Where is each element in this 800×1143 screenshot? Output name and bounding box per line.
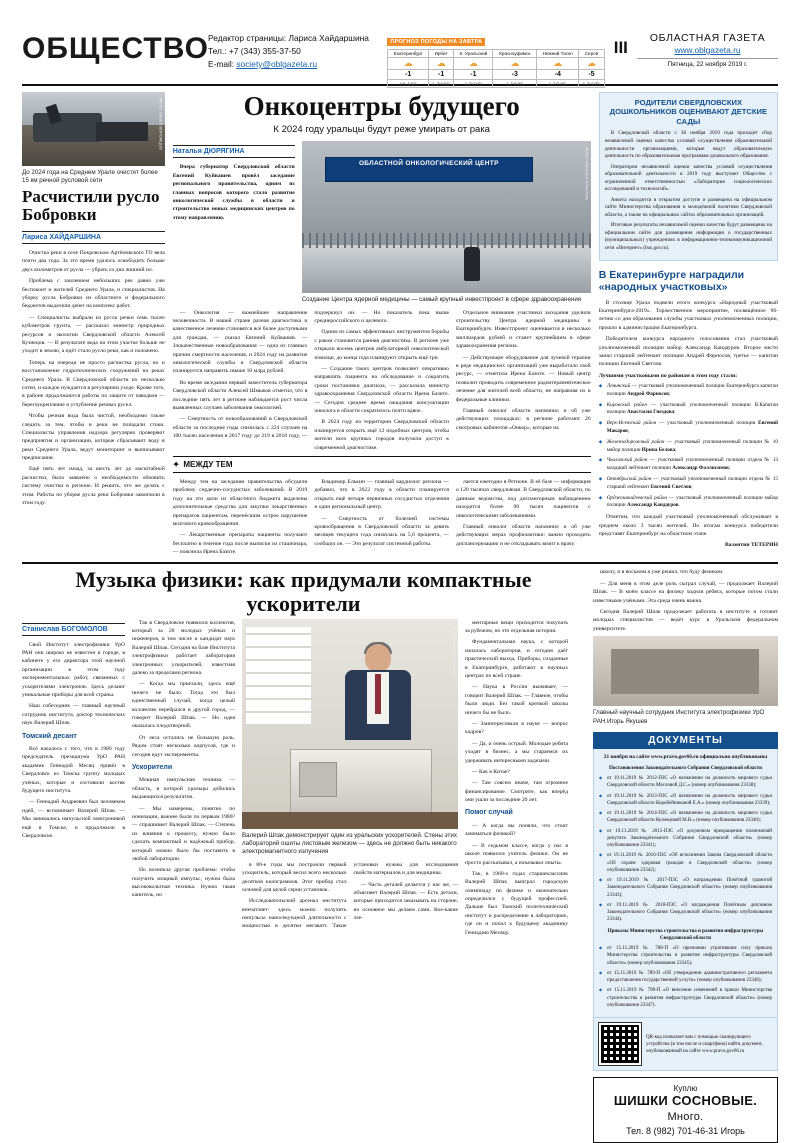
cloud-icon: ☁ [493, 58, 537, 70]
police-author: Валентин ТЕТЕРИН [724, 542, 778, 549]
physics-subhead-sluchay: Помог случай [465, 809, 513, 817]
paragraph: Очистка реки в селе Покровском Артёмовского ГО вела почти два года. За это время удалось освободить больше двух километров от русла — убрать со дна лишний ил. [22, 250, 165, 273]
onco-lead [173, 163, 295, 222]
kindergarten-title: РОДИТЕЛИ СВЕРДЛОВСКИХ ДОШКОЛЬНИКОВ ОЦЕНИВАЮТ ДЕТСКИЕ САДЫ [609, 98, 768, 126]
star-icon: ✦ [172, 459, 180, 469]
paragraph: Сегодня Валерий Шпак продолжает работать в институте и готовит молодых специалистов — ведёт курс в Уральском федеральном университете. [592, 609, 778, 632]
photo-credit: ФОТО: ПАВЕЛ ВОРОЖЦОВ [452, 624, 457, 677]
weather-city: Ирбит [429, 50, 454, 58]
police-tail [599, 513, 778, 550]
physics-photo-caption: Валерий Шпак демонстрирует один из уральских ускорителей. Стены этих лабораторий ошиты листовым железом — здесь не должно быть никакого электромагнитного излучения [242, 831, 457, 856]
physics-col5 [593, 568, 778, 633]
list-item: ◆ Орджоникидзевский район — участковый уполномоченный полиции майор полиции Александр Кандауров. [599, 495, 778, 511]
paragraph: Ещё пять лет назад, за шесть лет до масштабной расчистки, было заявлено о необходимости обновить систему очистки в регионе. И решить, что же делать с этим. Работы по уборке русла реки Бобровки закончили в этом году. [22, 466, 165, 507]
paragraph: — Действующее оборудование для лучевой терапии в ряде медицинских организаций уже выработало свой ресурс, — отметила Ирена Базите. — Новый центр позволит проводить современное радиотерапевтическое лечение для жителей всей области, не направляя их в федеральные клиники. [456, 354, 591, 403]
list-item: ◆ Октябрьский район — участковый уполномоченный полиции отдела № 15 старший лейтенант Евгений Светлов; [599, 476, 778, 492]
paragraph: в 80-е годы мы построили первый ускоритель, который весил всего несколько десятков килограммов. Этот прибор стал основой для целой серии установок. [242, 861, 347, 893]
scientist-figure [341, 644, 415, 740]
photo-credit: ФОТО: ПАВЕЛ ВОРОЖЦОВ [158, 98, 164, 150]
list-item: ◆ Железнодорожный район — участковый уполномоченный полиции № 10 майор полиции Ирина Белова; [599, 439, 778, 455]
weather-wind: з, 3-4 м/с [579, 80, 604, 88]
qr-code-icon [599, 1023, 641, 1065]
mezhdu-tem-header [173, 456, 591, 473]
physics-col1 [22, 641, 125, 841]
paragraph: Мощная импульсная техника — область, в которой уральцы добились выдающихся результатов. [132, 777, 235, 801]
editor-email-link[interactable]: society@oblgazeta.ru [236, 59, 318, 70]
paragraph: — Геннадий Андреевич был человеком идей, — вспоминает Валерий Шпак. — Мы занимались импульсной электроникой ещё в Томске, и продолжили в Свердловске. [22, 799, 125, 839]
physics-right-rail [593, 568, 778, 1143]
paragraph: Но возникла другая проблема: чтобы получить мощный импульс, нужна была высоковольтная техника. Нужна такая канитель, но [132, 867, 235, 899]
weather-widget [387, 30, 604, 88]
weather-temp: -1 [454, 70, 493, 80]
paragraph: — Когда мы приехали, здесь ещё ничего не было. Тогда это был единственный случай, когда целый коллектив перебрался в другой город, — говорит Валерий Шпак. — Но идея оказалась плодотворной. [132, 681, 235, 730]
paragraph: — Смертность от новообразований в Свердловской области за последние годы снизилась с 224 случаев на 100 тысяч населения в 2017 году до 219 в 2018 году, — подчеркнул он. — Но показатель пока выше среднероссийского и целевого. [172, 309, 449, 440]
police-list [599, 383, 778, 510]
paragraph: Владимир Елькин — главный кардиолог региона — добавил, что в 2022 году в области планируется открыть ещё четыре первичных сосудистых отделения и один региональный центр. [314, 478, 449, 511]
cloud-icon: ☁ [388, 58, 429, 70]
bobrovka-photo [22, 92, 165, 166]
masthead [22, 30, 778, 86]
weather-wind: з, 3-4 м/с [537, 80, 579, 88]
paragraph: Победителем конкурса народного голосования стал участковый уполномоченный полиции майор Александр Кандауров. Второе место занял старший лейтенант полиции Андрей Фарносов, третье — капитан полиции Евгений Светлов. [598, 336, 778, 368]
documents-body [593, 749, 778, 1018]
feature-divider [22, 562, 778, 564]
documents-qr-row [593, 1018, 778, 1071]
documents-group-title: Постановления Законодательного Собрания Свердловской области [609, 765, 762, 771]
physics-col4 [465, 619, 568, 937]
physics-headline: Музыка физики: как придумали компактные ускорители [75, 567, 532, 616]
documents-box [593, 732, 778, 1071]
weather-city: Серов [579, 50, 604, 58]
weather-title: ПРОГНОЗ ПОГОДЫ НА ЗАВТРА [387, 38, 485, 46]
weather-wind: з, 3-4 м/с [454, 80, 493, 88]
paragraph: Фундаментальная наука, с которой началась лаборатория, и сегодня даёт практический выход. Приборы, созданные в Екатеринбурге, работают в научных центрах по всей стране. [465, 639, 568, 679]
paragraph: — Смертность от болезней системы кровообращения в Свердловской области за девять месяцев текущего года снизилась на 5,6 процента, — сообщил он. — Это результат системной работы. [314, 515, 449, 547]
paragraph: — Да, и очень острый. Молодые ребята уходят в бизнес, а мы стараемся их удерживать интересными задачами. [465, 740, 568, 764]
page-title: ОБЩЕСТВО [22, 32, 209, 65]
editor-info [208, 30, 381, 71]
editor-label: Редактор страницы: Лариса Хайдаршина [208, 33, 369, 43]
brand-block [637, 30, 778, 68]
weather-city: Красноуфимск [493, 50, 537, 58]
paragraph: — В седьмом классе, когда у нас в школе появился учитель физики. Он не просто рассказывал, а показывал опыты. [465, 842, 568, 866]
weather-city: К.-Уральский [454, 50, 493, 58]
document-item: ◆ от 19.11.2019 № 2017-ПЗС «О награждении Почётной грамотой Законодательного Собрания Свердловской области» (номер опубликования 23343); [599, 877, 772, 899]
ad-product-qty: Много. [667, 1111, 704, 1123]
weather-temp: -3 [493, 70, 537, 80]
document-item: ◆ от 15.11.2019 № 788-П «О признании утратившим силу приказа Министерства строительства и развития инфраструктуры Свердловской области» (номер опубликования 23345); [599, 945, 772, 967]
document-item: ◆ от 19.11.2019 № 2016-ПЗС «Об исполнении Закона Свердловской области «Об охране здоровья граждан в Свердловской области» (номер опубликования 23342); [599, 852, 772, 874]
physics-col3 [242, 861, 458, 931]
paragraph: — Как в Китае? [472, 768, 510, 775]
mini-photo-caption: Главный научный сотрудник Института электрофизики УрО РАН Игорь Якушев [592, 709, 765, 725]
police-list-title: Лучшими участковыми по районам в этом году стали: [598, 372, 738, 379]
paragraph: Главный онколог области напомнил и об уже действующих мерах профилактики: важно проходить диспансеризацию и не откладывать визит к врачу. [456, 523, 591, 547]
paragraph: В столице Урала подвели итоги конкурса «Народный участковый Екатеринбурга-2019». Торжественное мероприятие, посвящённое 96-летию со дня образования службы участковых уполномоченных полиции, прошло в администрации Екатеринбурга. [598, 299, 778, 331]
paragraph: От леса остались не большую роль. Рядом стоят несколько корпусов, где и сегодня идут эксперименты. [132, 734, 235, 758]
document-item: ◆ от 15.11.2019 № 790-П «О внесении изменений в приказ Министерства строительства и развития инфраструктуры Свердловской области» (номер опубликования 23347). [599, 987, 772, 1009]
list-item: ◆ Чкаловский район — участковый уполномоченный полиции отдела № 13 младший лейтенант полиции Александр Фаллисимов; [599, 457, 778, 473]
onco-photo-banner [325, 157, 533, 183]
cloud-icon: ☁ [454, 58, 493, 70]
ad-phone: Тел. 8 (982) 701-46-31 Игорь [626, 1126, 745, 1136]
paragraph: — Часть деталей делается у нас же, — объясняет Валерий Шпак. — Есть детали, которые приходится заказывать на стороне, но основное мы делаем сами. Кое-какие эле- [353, 881, 458, 922]
paragraph: Анкета находится в открытом доступе и размещена на официальном сайте Министерства образования и молодёжной политики Свердловской области, а также на официальных сайтах образовательных организаций. [604, 196, 772, 218]
paragraph: Между тем на заседании правительства обсудили проблему сердечно-сосудистых заболеваний. В 2019 году на эти цели из областного бюджета выделены дополнительные средства для закупки лекарственных препаратов пациентам, перенёсшим острое нарушение мозгового кровообращения. [172, 478, 308, 527]
document-item: ◆ от 19.11.2019 № 2014-ПЗС «О назначении на должность мирового судьи Свердловской области Кузнецовой М.В.» (номер опубликования 23340); [599, 810, 772, 825]
paragraph: школу, и в восьмом я уже решил, что буду физиком. [599, 569, 724, 576]
paragraph: Исследовательский арсенал института впечатляет: здесь можно получить импульсы наносекундной длительности с мощностью в десятки мегаватт. Такие установки нужны для исследования свойств материалов и для медицины. [242, 861, 458, 930]
document-item: ◆ от 19.11.2019 № 2015-ПЗС «О досрочном прекращении полномочий депутата Законодательного Собрания Свердловской области» (номер опубликования 23341); [599, 828, 772, 850]
bobrovka-headline: Расчистили русло Бобровки [22, 186, 160, 225]
paragraph: ментарные вещи приходится покупать за рубежом, но это отдельная история. [465, 619, 568, 635]
issue-date: Пятница, 22 ноября 2019 г. [637, 58, 778, 68]
onco-byline: Наталья ДЮРЯГИНА [173, 145, 295, 158]
paragraph: Так в Свердловске появился коллектив, который за 20 молодых учёных и инженеров, в том числе и кандидат наук Валерий Шпак. Сегодня на базе Института электрофизики работает лаборатория электронных ускорителей, известная далеко за пределами региона. [132, 619, 235, 676]
documents-date-line: 21 ноября на сайте www.pravo.gov66.ru официально опубликованы [603, 753, 768, 760]
weather-temp-row [388, 70, 604, 80]
qr-instructions: QR-код позволяет вам с помощью сканирующего устройства (в том числе и смартфона) найти документ, опубликованный на сайте www.pravo.gov66.ru [645, 1034, 763, 1054]
document-item: ◆ от 19.11.2019 № 2012-ПЗС «О назначении на должность мирового судьи Свердловской области Масловой Д.С.» (номер опубликования 23338); [599, 775, 772, 790]
physics-photo [242, 619, 458, 829]
paragraph: В Свердловской области с 30 ноября 2019 года проходит сбор независимой оценки качества условий осуществления образовательной деятельности организациями, которые ведут образовательную деятельность по образовательным программам дошкольного образования. [604, 130, 772, 160]
paragraph: Отметим, что каждый участковый уполномоченный обслуживает в среднем около 3 тысяч жителей. По итогам конкурса победители представят Екатеринбург на областном этапе. [598, 514, 778, 537]
bobrovka-byline: Лариса ХАЙДАРШИНА [22, 231, 165, 244]
paragraph: Отдельное внимание участники заседания уделили строительству Центра ядерной медицины в Екатеринбурге. Инвестпроект оценивается в несколько миллиардов рублей и станет крупнейшим в сфере здравоохранения региона. [456, 309, 591, 350]
physics-subhead-tomsk: Томский десант [22, 732, 77, 740]
kindergarten-body [605, 130, 772, 252]
onco-photo [302, 141, 591, 293]
mezhdu-tem-label: МЕЖДУ ТЕМ [183, 459, 233, 469]
physics-byline: Станислав БОГОМОЛОВ [22, 623, 125, 636]
paragraph: — Наука в России выживает, — говорит Валерий Шпак. — Главное, чтобы были люди. Без такой крепкой школы ничего бы не было. [465, 684, 568, 716]
weather-city-row [388, 50, 604, 58]
weather-wind: з, 3-4 м/с [429, 80, 454, 88]
bobrovka-caption: До 2024 года на Среднем Урале очистят более 15 км речной русловой сети [22, 169, 158, 185]
main-grid [22, 92, 778, 556]
paragraph: Вчера губернатор Свердловской области Евгений Куйвашев провёл заседание регионального правительства, одним из главных вопросов которого стало развитие онкологической службы в области и строительство новых медицинских центров по этому направлению. [172, 164, 295, 221]
weather-temp: -5 [579, 70, 604, 80]
cloud-icon: ☁ [579, 58, 604, 70]
editor-phone: Тел.: +7 (343) 355-37-50 [208, 46, 301, 57]
ad-line-1: Куплю [673, 1084, 698, 1093]
onco-photo-caption: Создание Центра ядерной медицины — самый крупный инвестпроект в сфере здравоохранения [301, 296, 582, 304]
paragraph: — Там совсем иначе, там огромное финансирование. Смотрите, как вперёд они ушли за последние 20 лет. [465, 780, 568, 804]
documents-header: ДОКУМЕНТЫ [593, 732, 778, 749]
police-body [599, 299, 778, 381]
weather-icon-row [388, 58, 604, 70]
brand-website[interactable]: www.oblgazeta.ru [674, 45, 741, 55]
classified-ad [593, 1077, 778, 1143]
document-item: ◆ от 19.11.2019 № 2018-ПЗС «О награждении Почётным дипломом Законодательного Собрания Свердловской области» (номер опубликования 23344). [599, 902, 772, 924]
scientist-mini-photo [593, 636, 778, 706]
paragraph: Проблема с заилением небольших рек давно уже беспокоит и жителей Среднего Урала, и специалистов. На уборку русла Бобровки из областного и федерального бюджетов выделили денег на комплекс работ. [22, 278, 165, 310]
left-column [22, 92, 165, 556]
right-column [599, 92, 778, 556]
onco-headline: Онкоцентры будущего [243, 91, 520, 121]
weather-temp: -1 [429, 70, 454, 80]
physics-left [22, 568, 585, 1143]
paragraph: — А когда вы поняли, что стоит заниматься физикой? [465, 822, 568, 838]
weather-wind-row [388, 80, 604, 88]
paragraph: — Онкология — важнейшее направление человечности. В нашей стране разная диагностика и качественное лечение становятся всё более доступными для граждан, — сказал Евгений Куйвашев. — Злокачественные новообразования — одна из главных причин смертности населения, и 2024 году на развитие онкологической службы в Свердловской области планируется направить свыше 10 млрд рублей. [172, 309, 308, 375]
paragraph: Главный онколог области напомнил и об уже действующих площадках: в регионе работают 26 смотровых кабинетов «Онкор», которые на [456, 408, 591, 431]
paragraph: Всё началось с того, что в 1986 году председатель президиума УрО РАН академик Геннадий Месяц привёз в Свердловск из Томска группу молодых учёных, которые и составили костяк будущего института. [22, 746, 125, 795]
paragraph: Оператором независимой оценки качества условий осуществления образовательной деятельности в 2019 году выступает Общество с ограниченной ответственностью «Лаборатория социологических исследований и технологий». [604, 163, 772, 193]
paragraph: Наш собеседник — главный научный сотрудник института, доктор технических наук Валерий Шпак. [22, 703, 125, 727]
weather-wind: з, 3-4 м/с [493, 80, 537, 88]
paragraph: Чтобы речная вода была чистой, необходимо также следить за тем, чтобы в реки не попадали стоки. Специалисты управления надзора регулярно проверяют предприятия и организации, которые сбрасывают воду в реки Среднего Урала, ведут мониторинг и выписывают предписания. [22, 413, 165, 462]
mezhdu-tem-body [173, 478, 591, 557]
paragraph: — Специалисты выбрали из русла речки семь тысяч кубометров грунта, — рассказал министр природных ресурсов и экологии Свердловской области Алексей Кузнецов. — В результате вода на этом участке больше не уходит в землю, а идёт стало русло реки, как и положено. [22, 314, 165, 355]
weather-temp: -4 [537, 70, 579, 80]
list-item: ◆ Ленинский — участковый уполномоченный полиции Екатеринбурга капитан полиции Андрей Фарносов; [599, 383, 778, 399]
paragraph: — Лекарственные препараты пациенты получают бесплатно в течение года после выписки из стационара, — пояснила Ирена Базите. [172, 532, 308, 556]
paragraph: Во время заседания первый заместитель губернатора Свердловской области Алексей Шмыков отметил, что в последние пять лет в регионе наблюдается рост числа выявленных случаев заболевания онкологией. [172, 379, 308, 411]
brand-name: ОБЛАСТНАЯ ГАЗЕТА [649, 32, 766, 44]
weather-table [387, 49, 604, 88]
page-number: III [613, 38, 628, 57]
paragraph: — Создание таких центров позволяет оперативно направлять пациента на обследование и сократить сроки постановки диагноза, — рассказала министр здравоохранения Свердловской области Ирена Базите. — Сегодня среднее время ожидания консультации онколога в области сократилось почти вдвое. [314, 366, 449, 414]
cloud-icon: ☁ [537, 58, 579, 70]
paragraph: — Для меня в этом деле роль сыграл случай, — продолжает Валерий Шпак. — В моём классе на физику ходили ребята, которые потом стали известными учёными. Эта среда очень важна. [592, 580, 778, 604]
weather-temp: -1 [388, 70, 429, 80]
paragraph: Итоговые результаты независимой оценки качества будут размещены на официальном сайте для размещения информации о государственных (муниципальных) учреждениях в информационно-телекоммуникационной сети «Интернет» (bus.gov.ru). [604, 222, 772, 251]
police-headline: В Екатеринбурге наградили «народных участковых» [598, 269, 745, 294]
onco-body [173, 309, 591, 452]
bobrovka-body [22, 249, 165, 507]
kindergarten-box [599, 92, 778, 261]
paragraph: — Мы намерены, понятно по ионизации, важнее были по первым 1980? — спрашивает Валерий Шпак. — Степень их влияния к процессу, нужно было сделать компактный и надёжный прибор, который можно было бы поставить в любой лаборатории. [132, 805, 235, 862]
center-column [173, 92, 591, 556]
ad-line-2 [599, 1093, 772, 1123]
list-item: ◆ Верх-Исетский район — участковый уполномоченный полиции Евгений Макаров; [599, 420, 778, 436]
onco-subhead: К 2024 году уральцы будут реже умирать от рака [273, 124, 490, 136]
weather-city: Екатеринбург [388, 50, 429, 58]
paragraph: — Заинтересовали в науке — вопрос кадров? [465, 720, 568, 736]
document-item: ◆ от 19.11.2019 № 2013-ПЗС «О назначении на должность мирового судьи Свердловской области Коробейниковой Е.А.» (номер опубликования 23339); [599, 793, 772, 808]
banner-text: ОБЛАСТНОЙ ОНКОЛОГИЧЕСКИЙ ЦЕНТР [358, 159, 499, 167]
list-item: ◆ Кировский район — участковый уполномоченный полиции В.Капитан полиции Анастасия Гнездова; [599, 402, 778, 418]
physics-col2 [132, 619, 235, 900]
paragraph: Одним из самых эффективных инструментов борьбы с раком становится ранняя диагностика. В регионе уже открыли восемь центров амбулаторной онкологической помощи, до конца года планируют открыть ещё три. [314, 329, 449, 361]
paragraph: лается ежегодно в Регионе. В её базе — информация о 120 тысячах свердловчан. В Свердловской области, по данным ведомства, под диспансерным наблюдением находится более 90 тысяч пациентов с онкологическими заболеваниями. [456, 478, 591, 519]
paragraph: В 2024 году на территории Свердловской области планируется открыть ещё 12 подобных центров, чтобы жители всех крупных городов получили доступ к современной диагностике. [314, 419, 449, 451]
photo-credit: ФОТО: АЛЕКСЕЙ КУНИЛОВ [584, 147, 590, 201]
physics-subhead-uskoriteli: Ускорители [132, 763, 173, 771]
paragraph: Так, в 1960-х годах старшеклассник Валерий Шпак выиграл городскую олимпиаду по физике и окончательно определился с будущей профессией. Дальше был Томский политехнический институт и распределение в лабораторию, где он и попал к будущему академику Геннадию Месяцу. [465, 870, 568, 936]
document-item: ◆ от 15.11.2019 № 789-П «Об утверждении административного регламента предоставления государственной услуги» (номер опубликования 23346); [599, 970, 772, 985]
email-label: E-mail: [208, 59, 235, 70]
paragraph: Свой Институт электрофизики УрО РАН они широко не известен в городе, в кабинете у его директора этой научной организации в этом году экспериментальных работ, связанных с ускорителями электронов. Здесь делают уникальные приборы для всей страны. [22, 641, 125, 698]
physics-feature [22, 568, 778, 1143]
ad-product: ШИШКИ СОСНОВЫЕ. [613, 1093, 758, 1108]
documents-group-title: Приказы Министерства строительства и развития инфраструктуры Свердловской области [607, 928, 764, 941]
paragraph: Теперь на очереди не просто расчистка русла, но и восстановление гидротехнических сооружений на реках Среднего Урала. В Свердловской области их несколько сотен, и каждое нуждается в регулярном уходе. Кроме того, в районе продолжаются работы по защите от паводков — берегоукрепление и углубление речных русел. [22, 359, 165, 408]
cloud-icon: ☁ [429, 58, 454, 70]
weather-wind: з-в, 4 м/с [388, 80, 429, 88]
weather-city: Нижний Тагил [537, 50, 579, 58]
